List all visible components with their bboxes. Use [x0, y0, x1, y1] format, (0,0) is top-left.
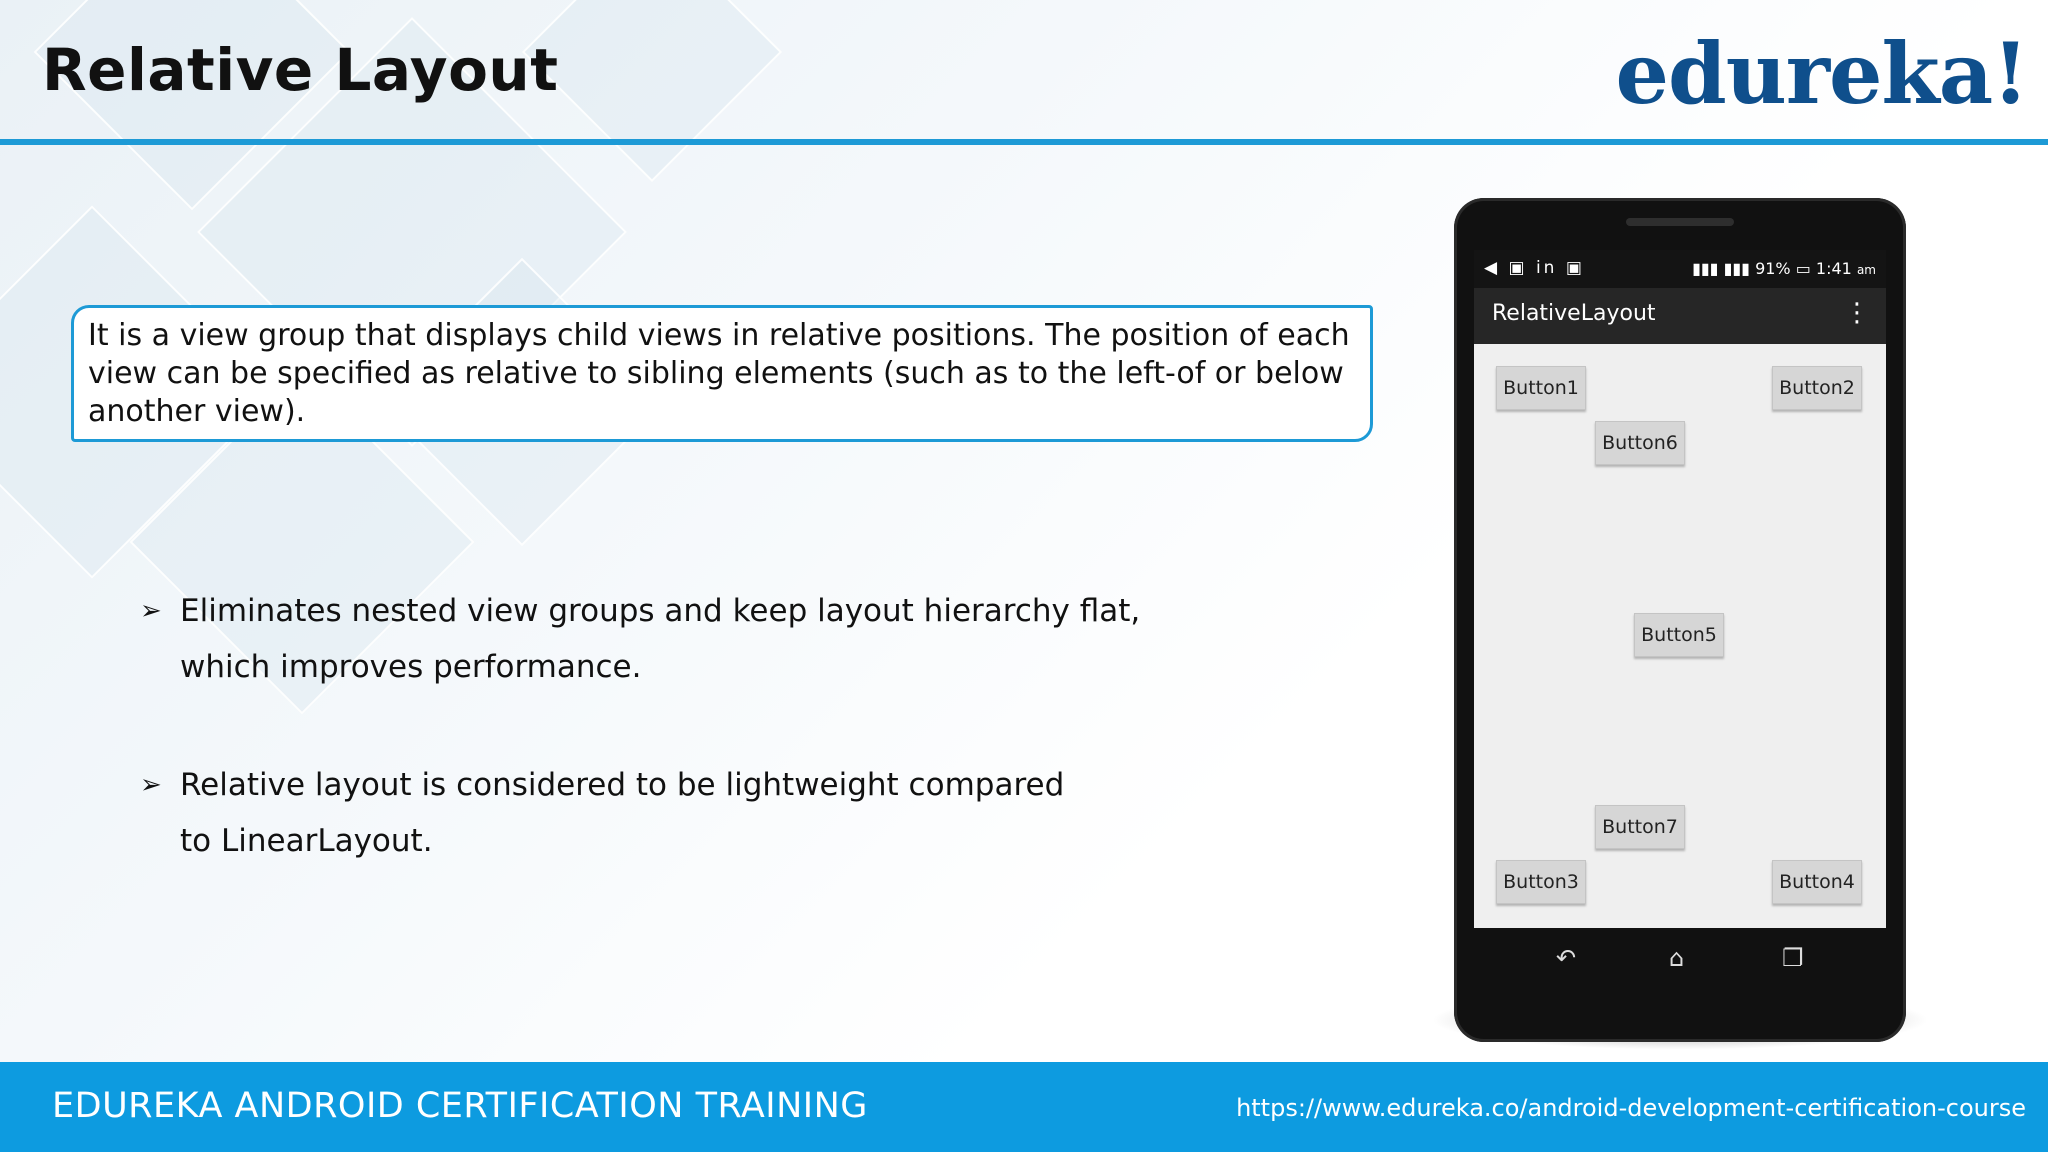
slide-title: Relative Layout [42, 36, 559, 104]
clock-time: 1:41 [1815, 259, 1852, 278]
button-7[interactable]: Button7 [1595, 805, 1685, 849]
app-title: RelativeLayout [1492, 301, 1656, 326]
bullet-text: Relative layout is considered to be lightweight compared to LinearLayout. [180, 767, 1065, 859]
phone-speaker [1626, 218, 1734, 226]
button-6[interactable]: Button6 [1595, 421, 1685, 465]
status-bar [1474, 250, 1886, 288]
signal-icon: ▮▮▮ ▮▮▮ [1692, 259, 1756, 278]
action-bar [1474, 288, 1886, 344]
edureka-logo: edureka! [1615, 24, 2028, 123]
arrow-bullet-icon: ➢ [140, 596, 162, 626]
overflow-menu-icon[interactable]: ⋮ [1844, 298, 1870, 328]
phone-screen [1474, 250, 1886, 928]
button-1[interactable]: Button1 [1496, 366, 1586, 410]
footer-bar [0, 1062, 2048, 1152]
battery-icon: ▭ [1795, 259, 1816, 278]
bullet-item [140, 583, 1240, 695]
definition-text: It is a view group that displays child views in relative positions. The position of each view can be specified as relative to sibling elements (such as to the left-of or below another view). [88, 318, 1350, 429]
home-icon[interactable]: ⌂ [1669, 944, 1685, 972]
phone-mockup [1454, 198, 1906, 1042]
bullet-text: Eliminates nested view groups and keep layout hierarchy flat, which improves performance. [180, 593, 1141, 685]
arrow-bullet-icon: ➢ [140, 770, 162, 800]
back-icon[interactable]: ↶ [1556, 944, 1577, 972]
button-4[interactable]: Button4 [1772, 860, 1862, 904]
button-2[interactable]: Button2 [1772, 366, 1862, 410]
button-3[interactable]: Button3 [1496, 860, 1586, 904]
course-title: EDUREKA ANDROID CERTIFICATION TRAINING [52, 1086, 868, 1126]
header-divider [0, 139, 2048, 145]
notification-icons: ◀ ▣ in ▣ [1484, 258, 1585, 278]
recents-icon[interactable]: ❐ [1782, 944, 1804, 972]
clock-ampm: am [1856, 263, 1876, 277]
button-5[interactable]: Button5 [1634, 613, 1724, 657]
definition-box [71, 305, 1373, 442]
bullet-item [140, 757, 1240, 869]
nav-bar [1454, 928, 1906, 998]
status-right [1692, 259, 1876, 278]
course-url[interactable]: https://www.edureka.co/android-development-certification-course [1236, 1094, 2026, 1122]
battery-percent: 91% [1755, 259, 1791, 278]
